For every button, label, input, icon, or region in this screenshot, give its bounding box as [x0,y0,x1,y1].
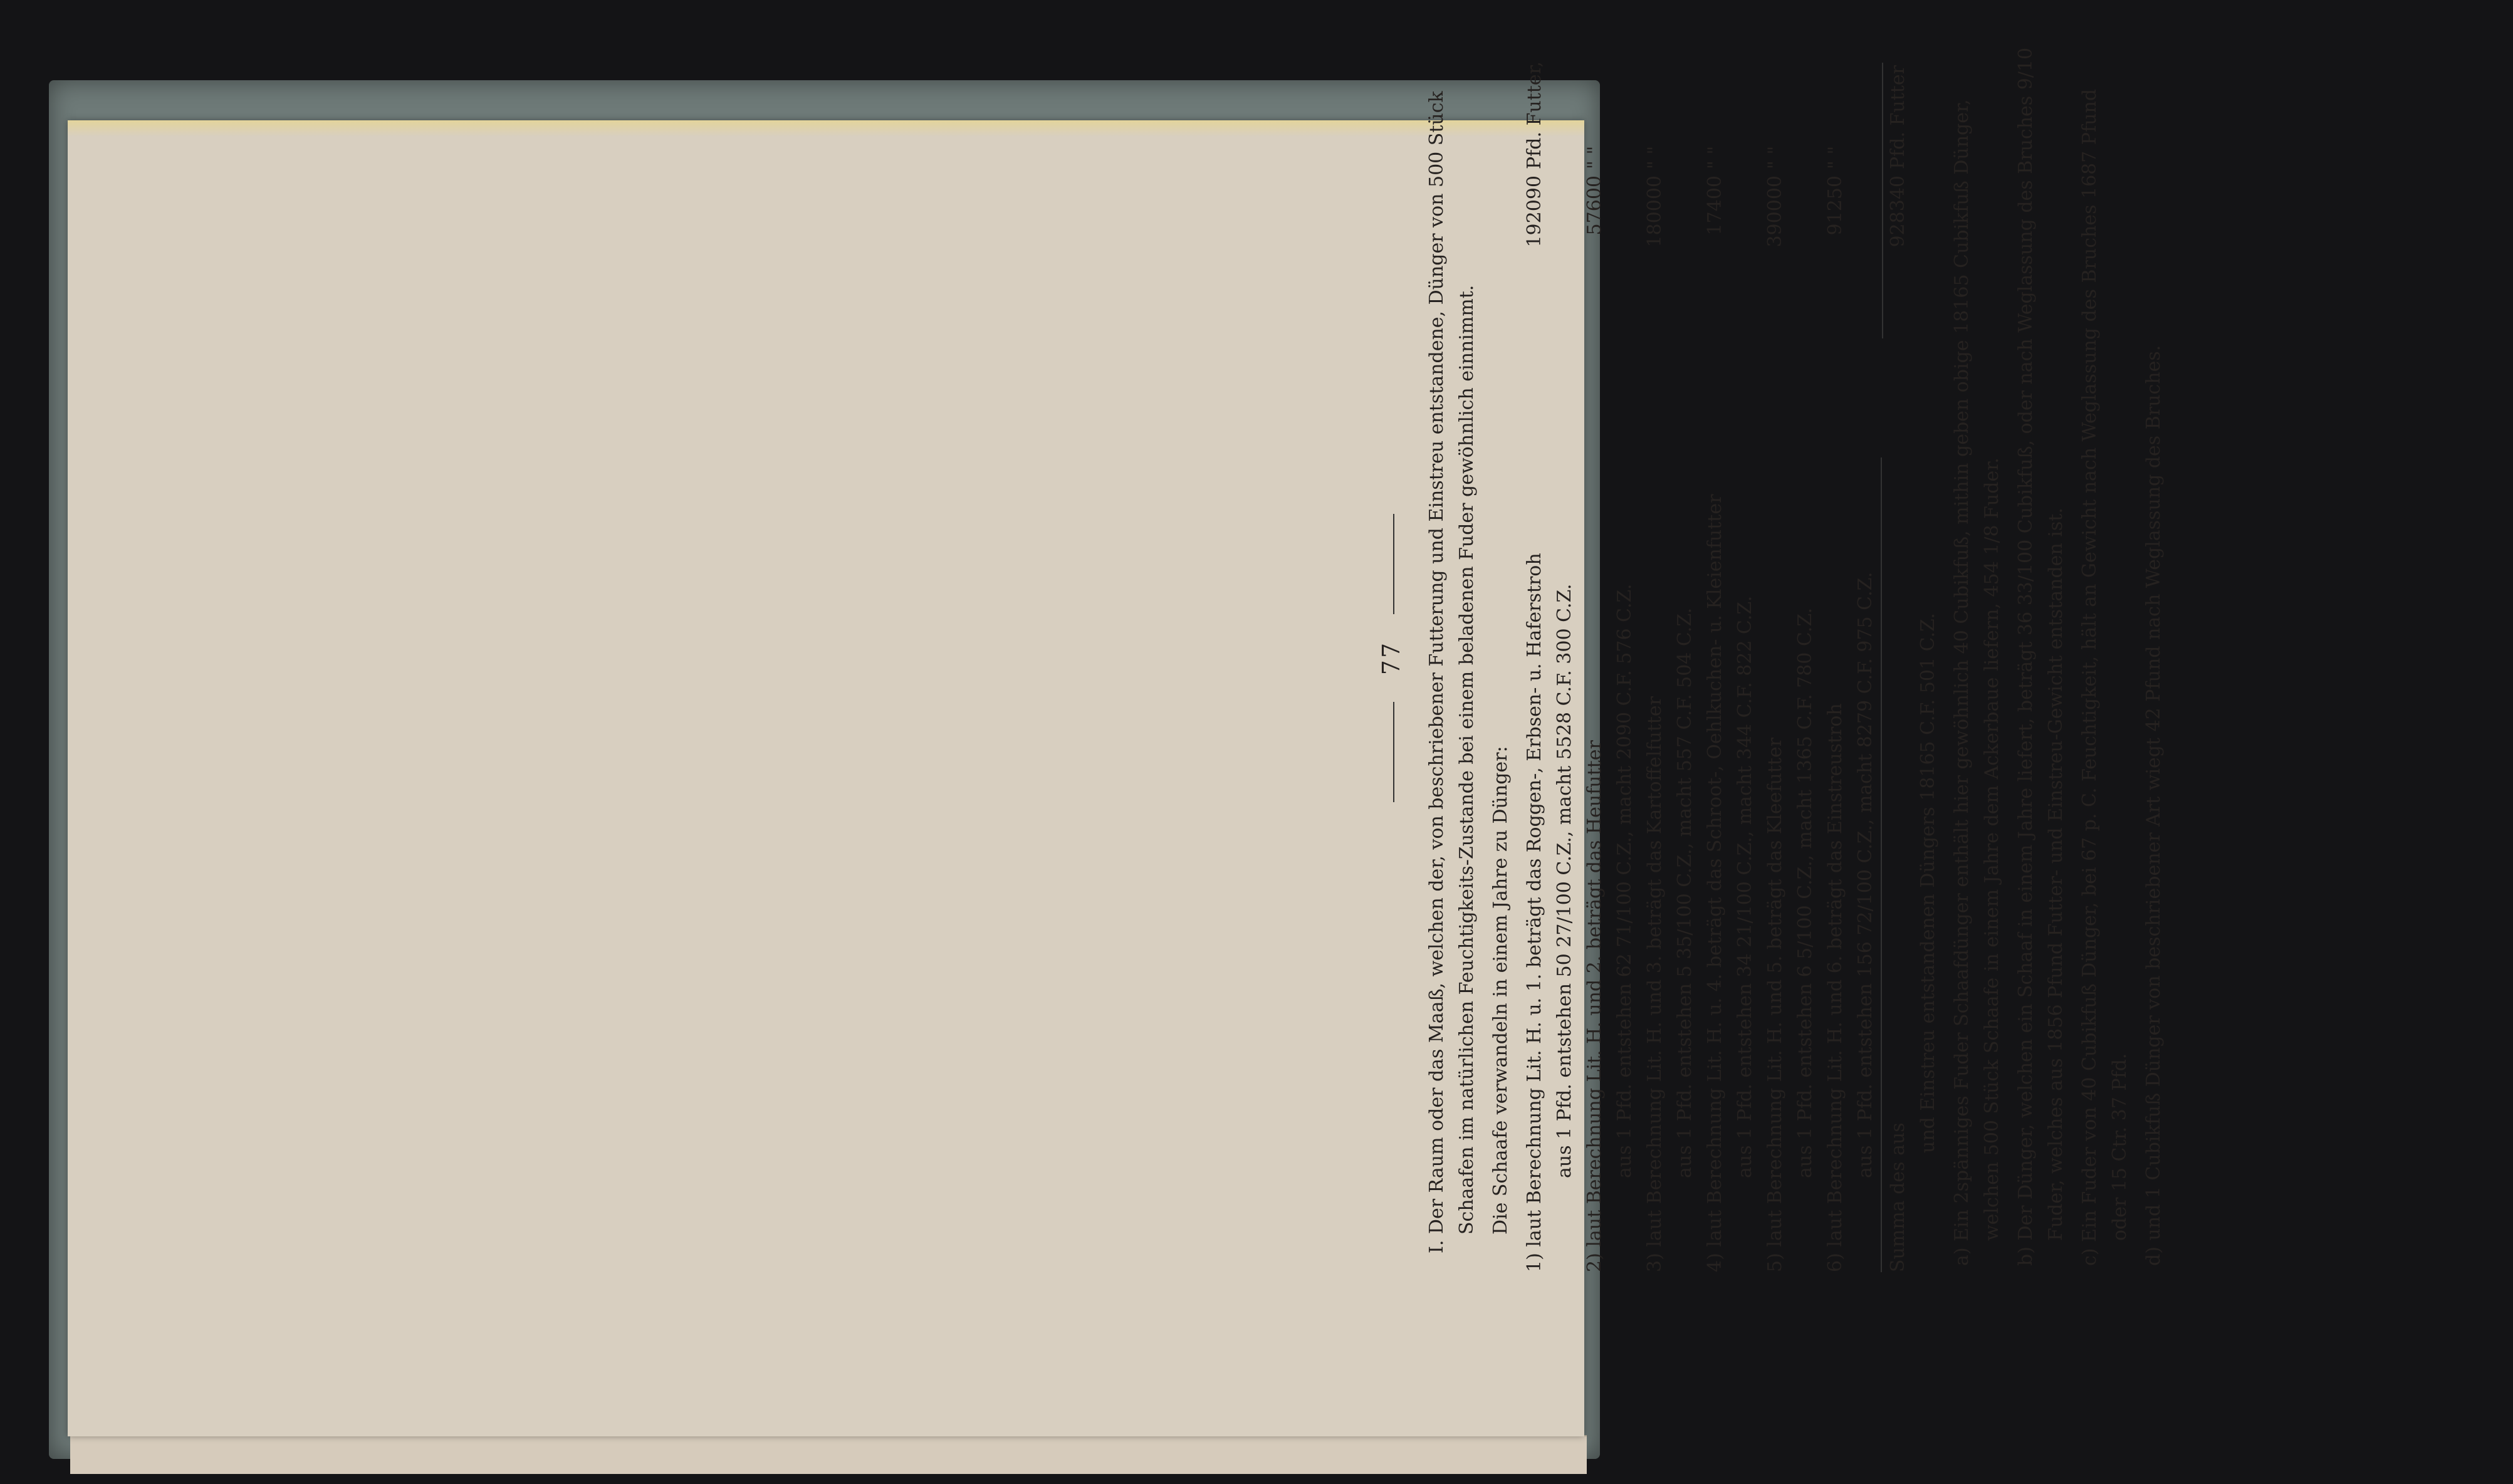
calc-row-6 [1821,44,1851,1272]
book-page [68,120,1584,1436]
calc-row-4 [1700,44,1730,1272]
calc-qty: 57600 [1583,175,1606,236]
page-edge-band [68,120,1584,137]
calc-row-5 [1760,44,1790,1272]
list-item: c) Ein Fuder von 40 Cubikfuß Dünger, bei 67 p. C. Feuchtigkeit, hält an Gewicht nach Weglassung des Bruches 1687 Pfund oder 15 Ctr. 37 Pfd. [2078,88,2131,1266]
calc-label: 6) laut Berechnung Lit. H. und 6. beträgt das Einstreustroh [1824,703,1846,1272]
calc-unit: Pfd. Futter, [1523,61,1545,169]
calc-qty: 192090 [1523,175,1545,248]
calc-sub: aus 1 Pfd. entstehen 6 5/100 C.Z., macht 1365 C.F. 780 C.Z. [1794,607,1816,1178]
calc-qty: 91250 [1824,175,1846,236]
header-rule-left [1393,702,1394,802]
summa-qty: 928340 [1886,175,1909,248]
calc-sub: aus 1 Pfd. entstehen 62 71/100 C.Z., macht 2090 C.F. 576 C.Z. [1613,583,1636,1178]
calc-qty: 180000 [1643,175,1666,248]
list-item: b) Der Dünger, welchen ein Schaaf in einem Jahre liefert, beträgt 36 33/100 Cubikfuß, oder nach Weglassung des Bruches 9/10 Fuder, welches aus 1856 Pfund Futter- und Einstreu-Gewicht entstanden ist. [2014,47,2067,1266]
calc-sub: aus 1 Pfd. entstehen 156 72/100 C.Z., macht 8279 C.F. 975 C.Z. [1851,457,1882,1272]
page-header [1372,44,1411,1272]
list-item: a) Ein 2spänniges Fuder Schaafdünger enthält hier gewöhnlich 40 Cubikfuß, mithin geben obige 18165 Cubikfuß Dünger, welchen 500 Stück Schaafe in einem Jahre dem Ackerbaue liefern, 454 1/8 Fuder. [1950,99,2003,1266]
calc-unit: " " [1583,145,1606,169]
calc-unit: " " [1643,145,1666,169]
calc-unit: " " [1763,145,1786,169]
calc-sub: aus 1 Pfd. entstehen 34 21/100 C.Z., macht 344 C.F. 822 C.Z. [1733,595,1756,1178]
page-number: 77 [1377,640,1405,676]
list-item: d) und 1 Cubikfuß Dünger von beschriebener Art wiegt 42 Pfund nach Weglassung des Bruches. [2142,345,2165,1266]
calc-row-3 [1640,44,1670,1272]
summa-line2: und Einstreu entstandenen Düngers 18165 C.F. 501 C.Z. [1916,613,1939,1153]
header-rule-right [1393,514,1394,614]
calc-qty: 390000 [1763,175,1786,248]
calc-sub: aus 1 Pfd. entstehen 5 35/100 C.Z., macht 557 C.F. 504 C.Z. [1673,607,1696,1178]
calc-label: 4) laut Berechnung Lit. H. u. 4. beträgt das Schroot-, Oehlkuchen- u. Kleienfutter [1703,494,1726,1272]
calc-label: 3) laut Berechnung Lit. H. und 3. beträgt das Kartoffelfutter [1643,696,1666,1272]
summa-label: Summa des aus [1886,1122,1909,1272]
calc-unit: " " [1824,145,1846,169]
calc-sub: aus 1 Pfd. entstehen 50 27/100 C.Z., macht 5528 C.F. 300 C.Z. [1553,583,1575,1178]
calc-row-2 [1580,44,1610,1272]
summa-unit: Pfd. Futter [1886,65,1909,169]
calc-label: 2) laut Berechnung Lit. H. und 2. beträgt das Heufutter [1583,740,1606,1272]
calc-label: 5) laut Berechnung Lit. H. und 5. beträgt das Kleefutter [1763,737,1786,1272]
calc-qty: 17400 [1703,175,1726,236]
calc-row-1 [1520,44,1550,1272]
page-content [1372,44,2513,1272]
lead-line: Die Schaafe verwandeln in einem Jahre zu Dünger: [1489,746,1512,1235]
calc-unit: " " [1703,145,1726,169]
intro-paragraph: I. Der Raum oder das Maaß, welchen der, von beschriebener Futterung und Einstreu entstandene, Dünger von 500 Stück Schaafen im natürlichen Feuchtigkeits-Zustande bei einem beladenen Fuder gewöhnlich einnimmt. [1425,91,1478,1253]
calculation-list [1520,44,1882,1272]
summa-row [1883,44,1913,1272]
next-page-edge [70,1435,1587,1474]
calc-label: 1) laut Berechnung Lit. H. u. 1. beträgt das Roggen-, Erbsen- u. Haferstroh [1523,553,1545,1272]
